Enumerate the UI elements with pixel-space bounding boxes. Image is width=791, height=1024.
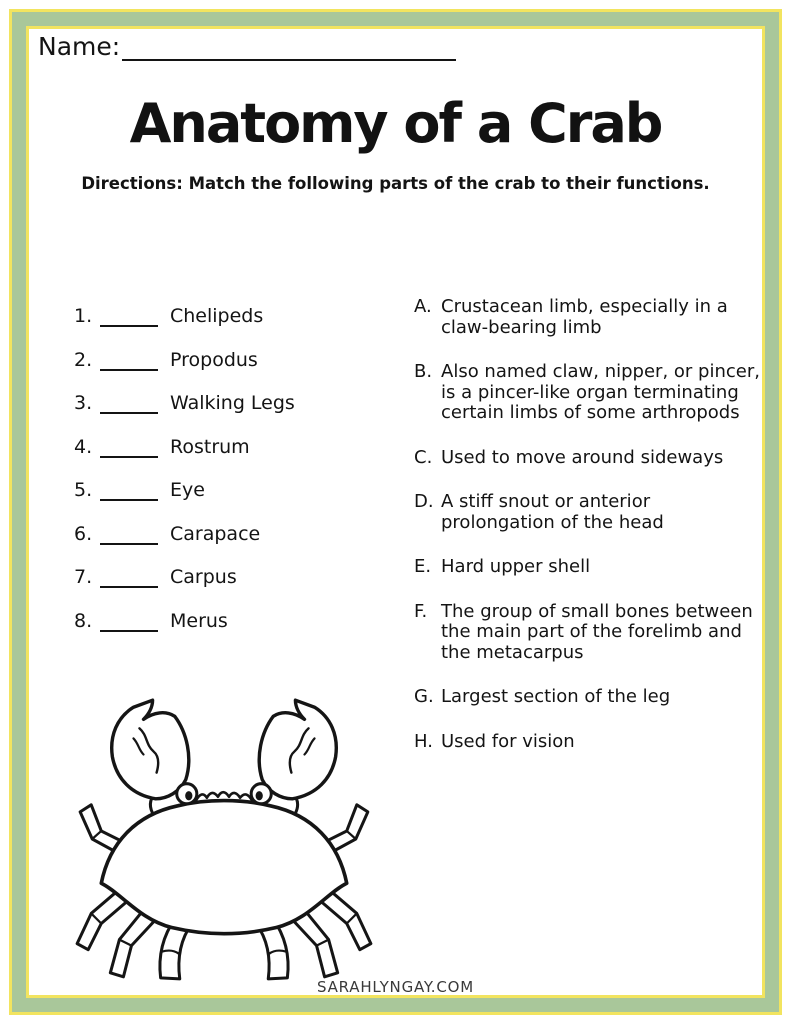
definition-text: Crustacean limb, especially in a claw-bearing limb [441, 296, 728, 338]
term-label: Rostrum [170, 435, 250, 458]
worksheet-title: Anatomy of a Crab [129, 92, 662, 155]
term-label: Carapace [170, 522, 261, 545]
directions-text: Directions: Match the following parts of the crab to their functions. [81, 174, 710, 193]
term-label: Carpus [170, 566, 237, 588]
definition-row [414, 557, 762, 578]
definition-letter: H. [414, 730, 433, 752]
term-number: 4. [74, 435, 93, 458]
definition-text: Used to move around sideways [441, 446, 724, 468]
definition-text: Largest section of the leg [441, 686, 671, 708]
definition-letter: F. [414, 600, 428, 622]
term-row [74, 434, 295, 458]
definition-row [414, 732, 762, 753]
term-number: 5. [74, 479, 93, 501]
term-number: 1. [74, 305, 93, 327]
terms-list [74, 303, 295, 651]
definition-row [414, 687, 762, 708]
name-label: Name: [38, 32, 121, 61]
term-number: 8. [74, 609, 93, 632]
term-row [74, 608, 295, 632]
definition-row [414, 448, 762, 469]
term-label: Eye [170, 479, 205, 501]
name-row [38, 32, 456, 61]
answer-blank-5[interactable] [100, 481, 158, 501]
definition-letter: A. [414, 296, 432, 317]
term-row [74, 521, 295, 545]
definition-text: A stiff snout or anterior prolongation of the head [441, 491, 664, 533]
term-label: Walking Legs [170, 392, 295, 414]
term-row [74, 347, 295, 371]
definition-letter: B. [414, 361, 433, 383]
term-row [74, 303, 295, 327]
answer-blank-3[interactable] [100, 394, 158, 414]
definition-text: The group of small bones between the main part of the forelimb and the metacarpus [441, 600, 753, 663]
definition-letter: G. [414, 686, 434, 708]
crab-illustration [55, 684, 393, 990]
name-blank-line[interactable] [122, 35, 456, 61]
answer-blank-2[interactable] [100, 351, 158, 371]
definition-letter: D. [414, 491, 434, 513]
term-number: 7. [74, 566, 93, 588]
answer-blank-4[interactable] [100, 438, 158, 458]
definition-row [414, 297, 762, 338]
term-row [74, 477, 295, 501]
definition-text: Used for vision [441, 730, 575, 752]
footer-site-text: SARAHLYNGAY.COM [317, 978, 474, 996]
term-label: Propodus [170, 348, 258, 371]
term-number: 3. [74, 392, 93, 414]
definition-text: Also named claw, nipper, or pincer, is a pincer-like organ terminating certain limbs of some arthropods [441, 361, 760, 424]
definition-row [414, 602, 762, 664]
definition-letter: E. [414, 556, 432, 578]
answer-blank-1[interactable] [100, 307, 158, 327]
term-number: 6. [74, 522, 93, 545]
term-row [74, 564, 295, 588]
definitions-list [414, 297, 762, 776]
term-label: Merus [170, 609, 228, 632]
definition-row [414, 492, 762, 533]
term-row [74, 390, 295, 414]
definition-row [414, 362, 762, 424]
term-number: 2. [74, 348, 93, 371]
definition-text: Hard upper shell [441, 556, 591, 578]
answer-blank-6[interactable] [100, 525, 158, 545]
definition-letter: C. [414, 446, 433, 468]
term-label: Chelipeds [170, 305, 264, 327]
answer-blank-8[interactable] [100, 612, 158, 632]
answer-blank-7[interactable] [100, 568, 158, 588]
